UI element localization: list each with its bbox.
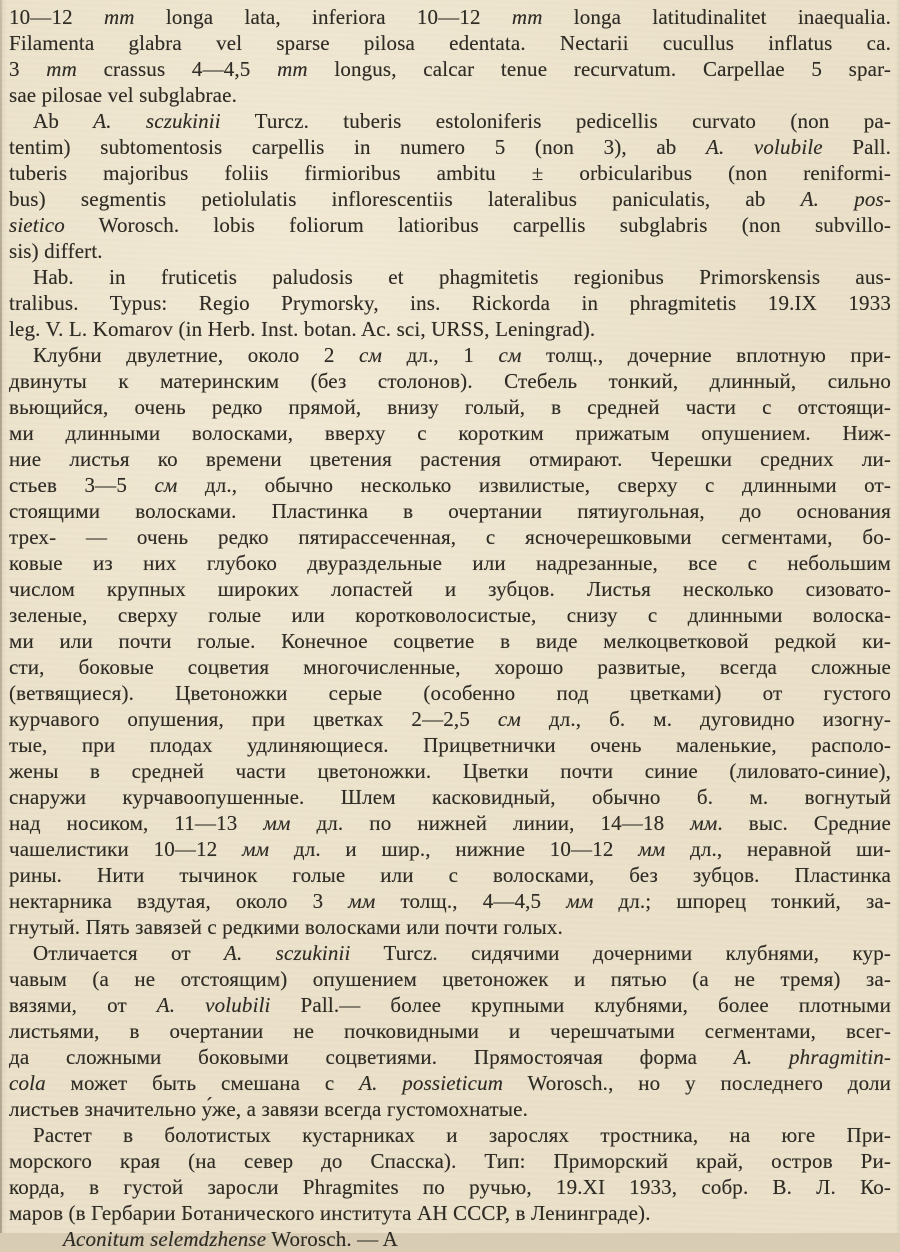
- text-line: [9, 992, 891, 1018]
- text-segment-italic: A. sczukinii: [223, 941, 351, 965]
- text-segment: рины. Нити тычинок голые или с волосками, без зубцов. Пластинка: [9, 863, 891, 887]
- text-segment: курчавого опушения, при цветках 2—2,5: [9, 707, 498, 731]
- text-segment: Turcz. tuberis estoloniferis pedicellis curvato (non pa-: [220, 109, 891, 133]
- text-line: [9, 1122, 891, 1148]
- text-line: [9, 446, 891, 472]
- text-segment-italic: Aconitum selemdzhense: [63, 1227, 267, 1251]
- text-line: [9, 836, 891, 862]
- text-segment: вязями, от: [9, 993, 157, 1017]
- text-segment-italic: mm: [103, 5, 135, 29]
- text-segment: ковые из них глубоко двураздельные или надрезанные, все с небольшим: [9, 551, 891, 575]
- text-line: [9, 550, 891, 576]
- page-edge-shadow: [0, 0, 2, 1233]
- text-segment: маров (в Гербарии Ботанического института АН СССР, в Ленинграде).: [9, 1201, 651, 1225]
- text-segment: leg. V. L. Komarov (in Herb. Inst. botan. Ac. sci, URSS, Leningrad).: [9, 317, 596, 341]
- text-line: [9, 1174, 891, 1200]
- text-segment-italic: мм: [348, 889, 376, 913]
- text-line: [9, 290, 891, 316]
- text-segment: tentim) subtomentosis carpellis in numero 5 (non 3), ab: [9, 135, 706, 159]
- text-line: [9, 810, 891, 836]
- text-segment: sis) differt.: [9, 239, 103, 263]
- text-segment-italic: мм: [638, 837, 666, 861]
- text-segment: Worosch. — A: [266, 1227, 398, 1251]
- text-segment: стоящими волосками. Пластинка в очертании пятиугольная, до основания: [9, 499, 891, 523]
- text-segment: 3: [9, 57, 47, 81]
- text-line: [9, 108, 891, 134]
- text-segment: нектарника вздутая, около 3: [9, 889, 349, 913]
- text-line: [9, 966, 891, 992]
- text-line: [9, 316, 891, 342]
- text-segment: стьев 3—5: [9, 473, 155, 497]
- text-segment: 10—12: [9, 5, 104, 29]
- text-line: [9, 4, 891, 30]
- text-segment: листьями, в очертании не почковидными и черешчатыми сегментами, всег-: [9, 1019, 891, 1043]
- text-segment: sae pilosae vel subglabrae.: [9, 83, 237, 107]
- text-segment: вьющийся, очень редко прямой, внизу голый, в средней части с отстоящи-: [9, 395, 891, 419]
- text-line: [9, 940, 891, 966]
- text-segment: снаружи курчавоопушенные. Шлем касковидный, обычно б. м. вогнутый: [9, 785, 891, 809]
- text-segment-italic: cola: [9, 1071, 46, 1095]
- paragraph: [9, 342, 891, 940]
- text-line: [9, 472, 891, 498]
- text-segment: толщ., 4—4,5: [375, 889, 567, 913]
- text-segment: (ветвящиеся). Цветоножки серые (особенно под цветками) от густого: [9, 681, 891, 705]
- text-line: [9, 914, 891, 940]
- text-segment: может быть смешана с: [45, 1071, 360, 1095]
- text-segment: Filamenta glabra vel sparse pilosa edentata. Nectarii cucullus inflatus ca.: [9, 31, 891, 55]
- text-segment-italic: мм: [566, 889, 594, 913]
- text-segment: Worosch., но у последнего доли: [503, 1071, 891, 1095]
- text-segment-italic: см: [359, 343, 383, 367]
- text-segment: crassus 4—4,5: [76, 57, 278, 81]
- text-segment-italic: мм: [242, 837, 270, 861]
- text-line: [9, 264, 891, 290]
- text-line: [9, 238, 891, 264]
- text-line: [9, 758, 891, 784]
- text-line: [9, 732, 891, 758]
- text-segment: дл., б. м. дуговидно изогну-: [520, 707, 891, 731]
- text-segment-italic: мм: [690, 811, 718, 835]
- text-line: [9, 1096, 891, 1122]
- text-line: [9, 1148, 891, 1174]
- text-segment: Растет в болотистых кустарниках и зарослях тростника, на юге При-: [33, 1123, 891, 1147]
- text-line: [9, 1226, 891, 1252]
- paragraph: [9, 4, 891, 108]
- text-segment: дл., обычно несколько извилистые, сверху с длинными от-: [177, 473, 892, 497]
- text-segment: жены в средней части цветоножки. Цветки почти синие (лиловато-синие),: [9, 759, 891, 783]
- text-segment-italic: A. volubile: [706, 135, 823, 159]
- text-line: [9, 1044, 891, 1070]
- text-line: [9, 576, 891, 602]
- text-segment: трех- — очень редко пятирассеченная, с ясночерешковыми сегментами, бо-: [9, 525, 891, 549]
- text-segment: над носиком, 11—13: [9, 811, 264, 835]
- text-line: [9, 368, 891, 394]
- text-segment: сти, боковые соцветия многочисленные, хорошо развитые, всегда сложные: [9, 655, 891, 679]
- paragraph: [9, 940, 891, 1122]
- text-line: [9, 30, 891, 56]
- text-segment-italic: см: [498, 343, 522, 367]
- text-segment: дл., 1: [382, 343, 499, 367]
- text-segment: Hab. in fruticetis paludosis et phagmitetis regionibus Primorskensis aus-: [33, 265, 891, 289]
- text-segment: Pall.: [822, 135, 891, 159]
- text-line: [9, 1018, 891, 1044]
- text-line: [9, 160, 891, 186]
- text-line: [9, 186, 891, 212]
- paragraph: [9, 108, 891, 264]
- text-line: [9, 498, 891, 524]
- text-segment: ми длинными волосками, вверху с коротким прижатым опушением. Ниж-: [9, 421, 891, 445]
- text-line: [9, 82, 891, 108]
- text-line: [9, 342, 891, 368]
- text-segment: Клубни двулетние, около 2: [33, 343, 360, 367]
- text-line: [9, 628, 891, 654]
- text-segment: Turcz. сидячими дочерними клубнями, кур-: [350, 941, 891, 965]
- text-segment: чавым (а не отстоящим) опушением цветоножек и пятью (а не тремя) за-: [9, 967, 891, 991]
- text-segment: зеленые, сверху голые или коротковолосистые, снизу с длинными волоска-: [9, 603, 891, 627]
- text-line: [9, 1070, 891, 1096]
- text-segment: дл.; шпорец тонкий, за-: [593, 889, 892, 913]
- text-segment-italic: A. phragmitin-: [733, 1045, 892, 1069]
- text-segment: longa lata, inferiora 10—12: [134, 5, 512, 29]
- text-segment-italic: мм: [263, 811, 291, 835]
- text-segment: тые, при плодах удлиняющиеся. Прицветнички очень маленькие, располо-: [9, 733, 891, 757]
- text-segment: Pall.— более крупными клубнями, более плотными: [270, 993, 891, 1017]
- text-line: [9, 394, 891, 420]
- text-line: [9, 654, 891, 680]
- text-line: [9, 602, 891, 628]
- text-segment: bus) segmentis petiolulatis inflorescentiis lateralibus paniculatis, ab: [9, 187, 801, 211]
- text-line: [9, 862, 891, 888]
- text-segment: корда, в густой заросли Phragmites по ручью, 19.XI 1933, собр. В. Л. Ко-: [9, 1175, 891, 1199]
- text-segment-italic: A. volubili: [156, 993, 271, 1017]
- text-segment: дл. по нижней линии, 14—18: [290, 811, 691, 835]
- text-segment-italic: mm: [46, 57, 77, 81]
- text-segment: морского края (на север до Спасска). Тип: Приморский край, остров Ри-: [9, 1149, 891, 1173]
- text-segment-italic: A. sczukinii: [93, 109, 221, 133]
- text-line: [9, 420, 891, 446]
- text-segment: гнутый. Пять завязей с редкими волосками или почти голых.: [9, 915, 563, 939]
- paragraph-clipped-at-bottom: [9, 1226, 891, 1252]
- text-segment: longa latitudinalitet inaequalia.: [542, 5, 892, 29]
- text-segment-italic: A. pos-: [800, 187, 891, 211]
- text-segment: дл. и шир., нижние 10—12: [269, 837, 639, 861]
- text-segment: да сложными боковыми соцветиями. Прямостоячая форма: [9, 1045, 734, 1069]
- text-line: [9, 706, 891, 732]
- text-segment: Отличается от: [33, 941, 224, 965]
- text-line: [9, 784, 891, 810]
- text-segment: двинуты к материнским (без столонов). Стебель тонкий, длинный, сильно: [9, 369, 891, 393]
- paragraph: [9, 1122, 891, 1226]
- text-segment: числом крупных широких лопастей и зубцов. Листья несколько сизовато-: [9, 577, 891, 601]
- text-line: [9, 134, 891, 160]
- paragraph: [9, 264, 891, 342]
- text-line: [9, 56, 891, 82]
- text-segment: толщ., дочерние вплотную при-: [521, 343, 892, 367]
- text-line: [9, 680, 891, 706]
- text-segment-italic: A. possieticum: [359, 1071, 504, 1095]
- text-segment-italic: mm: [277, 57, 308, 81]
- text-segment: tralibus. Typus: Regio Prymorsky, ins. Rickorda in phragmitetis 19.IX 1933: [9, 291, 891, 315]
- text-line: [9, 212, 891, 238]
- text-segment: чашелистики 10—12: [9, 837, 243, 861]
- text-segment-italic: см: [497, 707, 521, 731]
- text-segment-italic: sietico: [9, 213, 65, 237]
- text-segment: ние листья ко времени цветения растения отмирают. Черешки средних ли-: [9, 447, 891, 471]
- text-segment: дл., неравной ши-: [665, 837, 891, 861]
- text-segment: Ab: [33, 109, 94, 133]
- page-text-block: [9, 4, 891, 1252]
- text-line: [9, 888, 891, 914]
- text-segment: tuberis majoribus foliis firmioribus ambitu ± orbicularibus (non reniformi-: [9, 161, 891, 185]
- text-segment: листьев значительно у́же, а завязи всегда густомохнатые.: [9, 1097, 529, 1121]
- text-segment: . выс. Средние: [717, 811, 891, 835]
- text-segment-italic: mm: [511, 5, 543, 29]
- text-line: [9, 1200, 891, 1226]
- text-line: [9, 524, 891, 550]
- text-segment-italic: см: [154, 473, 178, 497]
- text-segment: longus, calcar tenue recurvatum. Carpellae 5 spar-: [307, 57, 891, 81]
- text-segment: Worosch. lobis foliorum latioribus carpellis subglabris (non subvillo-: [64, 213, 891, 237]
- text-segment: ми или почти голые. Конечное соцветие в виде мелкоцветковой редкой ки-: [9, 629, 891, 653]
